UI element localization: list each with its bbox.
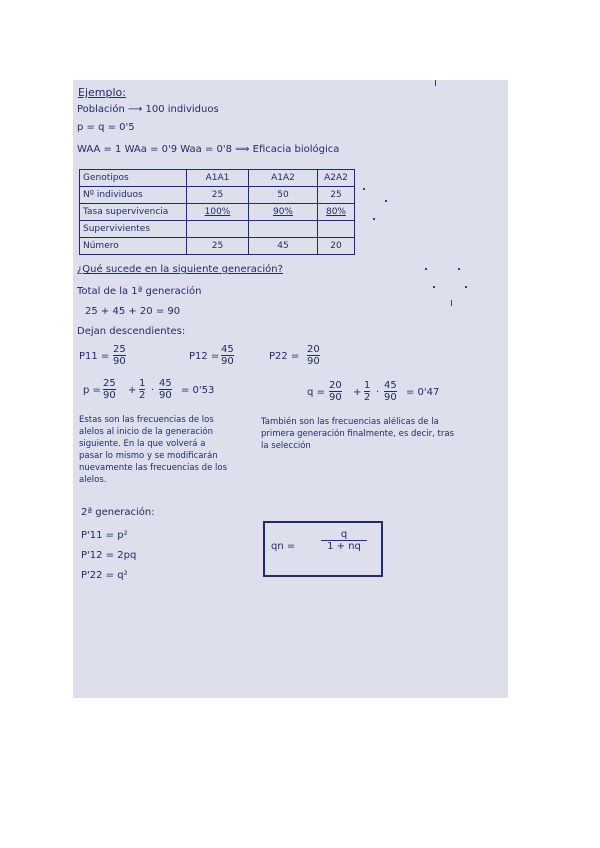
q-eq-frac-h [364, 380, 370, 403]
table-header: A2A2 [318, 170, 355, 187]
pen-mark [435, 80, 436, 86]
p-eq-h-den: 2 [139, 390, 146, 401]
q-eq-b-num: 45 [384, 380, 397, 391]
f12-num: 45 [221, 344, 234, 355]
table-header: A1A1 [187, 170, 249, 187]
box-num: q [340, 529, 348, 540]
note-right: También son las frecuencias alélicas de la primera generación finalmente, es decir, tras la selección [261, 417, 454, 451]
table-row-label: Número [80, 238, 187, 255]
gen2-line: P'12 = 2pq [81, 550, 137, 561]
table-header: A1A2 [249, 170, 318, 187]
table-cell: 80% [318, 204, 355, 221]
f12-label: P12 = [189, 351, 220, 362]
gen2-line: P'22 = q² [81, 570, 128, 581]
f22-num: 20 [307, 344, 320, 355]
table-row-label: Nº individuos [80, 187, 187, 204]
pen-mark [363, 188, 365, 190]
pen-mark [425, 268, 427, 270]
f22-fraction [307, 344, 320, 367]
table-row [80, 204, 355, 221]
line-w-text: AA = 1 WAa = 0'9 Waa = 0'8 ⟹ Eficacia biológica [86, 144, 340, 155]
q-eq-a-den: 90 [329, 392, 342, 403]
f11-num: 25 [113, 344, 126, 355]
gen2-line: P'11 = p² [81, 530, 128, 541]
q-eq-h-den: 2 [364, 392, 371, 403]
table-cell: 50 [249, 187, 318, 204]
table-row-label: Supervivientes [80, 221, 187, 238]
total-line: Total de la 1ª generación [77, 286, 202, 297]
dejan-line: Dejan descendientes: [77, 326, 186, 337]
p-eq-dot: · [151, 385, 155, 396]
title: Ejemplo: [78, 86, 126, 99]
pen-mark [373, 218, 375, 220]
box-fraction [321, 529, 367, 552]
gen2-heading: 2ª generación: [81, 507, 155, 518]
sum-line: 25 + 45 + 20 = 90 [85, 306, 181, 317]
question: ¿Qué sucede en la siguiente generación? [77, 264, 283, 275]
table-cell: 25 [187, 187, 249, 204]
line-poblacion: Población ⟶ 100 individuos [77, 104, 219, 115]
table-cell [187, 221, 249, 238]
q-eq-result: = 0'47 [406, 387, 440, 398]
table-row [80, 221, 355, 238]
p-eq-frac-b [159, 378, 172, 401]
table-header-row [80, 170, 355, 187]
f22-label: P22 = [269, 351, 300, 362]
p-eq-frac-a [103, 378, 116, 401]
table-cell: 100% [187, 204, 249, 221]
pen-mark [433, 286, 435, 288]
q-eq-h-num: 1 [364, 380, 371, 391]
box-den: 1 + nq [327, 541, 361, 552]
f12-den: 90 [221, 356, 234, 367]
table-row [80, 187, 355, 204]
genotype-table [79, 169, 355, 255]
table-cell [318, 221, 355, 238]
p-eq-plus: + [128, 385, 137, 396]
p-eq-b-num: 45 [159, 378, 172, 389]
line-w-symbol: W [77, 144, 87, 155]
f12-fraction [221, 344, 234, 367]
table-row-label: Tasa supervivencia [80, 204, 187, 221]
q-eq-a-num: 20 [329, 380, 342, 391]
box-lhs: qn = [271, 541, 296, 552]
q-eq-frac-a [329, 380, 342, 403]
table-cell: 90% [249, 204, 318, 221]
pen-mark [458, 268, 460, 270]
pen-mark [451, 300, 452, 306]
p-eq-a-num: 25 [103, 378, 116, 389]
notebook-page [73, 80, 508, 698]
table-cell: 25 [318, 187, 355, 204]
table-cell: 25 [187, 238, 249, 255]
p-eq-lhs: p = [83, 385, 101, 396]
table-cell: 45 [249, 238, 318, 255]
pen-mark [465, 286, 467, 288]
table-header: Genotipos [80, 170, 187, 187]
formula-box [263, 521, 383, 577]
pen-mark [385, 200, 387, 202]
line-pq: p = q = 0'5 [77, 122, 135, 133]
line-w [77, 144, 339, 155]
f11-label: P11 = [79, 351, 110, 362]
q-eq-plus: + [353, 387, 362, 398]
note-left: Estas son las frecuencias de los alelos al inicio de la generación siguiente. En la que volverá a pasar lo mismo y se modificarán nuevamente las frecuencias de los alelos. [79, 415, 228, 485]
q-eq-frac-b [384, 380, 397, 403]
q-eq-dot: · [376, 387, 380, 398]
p-eq-h-num: 1 [139, 378, 146, 389]
q-eq-b-den: 90 [384, 392, 397, 403]
f11-fraction [113, 344, 126, 367]
p-eq-a-den: 90 [103, 390, 116, 401]
q-eq-lhs: q = [307, 387, 325, 398]
table-cell [249, 221, 318, 238]
p-eq-frac-h [139, 378, 145, 401]
p-eq-b-den: 90 [159, 390, 172, 401]
p-eq-result: = 0'53 [181, 385, 215, 396]
table-row [80, 238, 355, 255]
f11-den: 90 [113, 356, 126, 367]
f22-den: 90 [307, 356, 320, 367]
table-cell: 20 [318, 238, 355, 255]
